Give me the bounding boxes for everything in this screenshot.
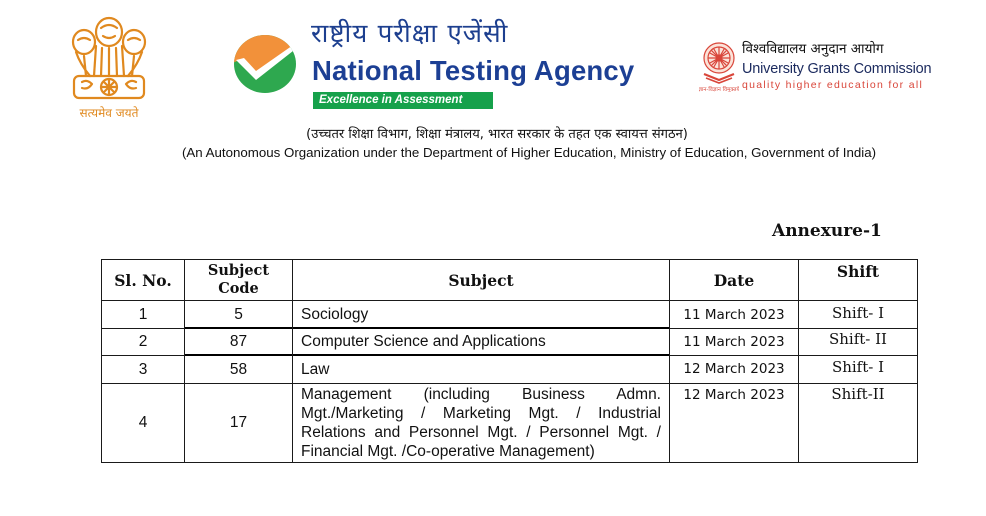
exam-schedule-table xyxy=(101,259,918,463)
ugc-wheel-logo-icon xyxy=(699,40,739,92)
org-description-hindi xyxy=(0,126,986,143)
ugc-name-english: University Grants Commission xyxy=(742,61,932,77)
cell-subject: Computer Science and Applications xyxy=(301,333,546,350)
header-sl-no: Sl. No. xyxy=(114,270,172,290)
cell-shift: Shift- II xyxy=(828,330,887,348)
header-subject-code-line1: Subject xyxy=(207,262,270,279)
table-border-bottom xyxy=(101,462,918,463)
cell-subject-code: 17 xyxy=(229,414,248,431)
cell-shift: Shift- I xyxy=(831,304,885,322)
header-date: Date xyxy=(713,270,755,290)
emblem-caption: सत्यमेव जयते xyxy=(79,106,139,120)
cell-date: 11 March 2023 xyxy=(683,306,785,323)
nta-check-logo-icon xyxy=(232,33,298,95)
cell-date: 12 March 2023 xyxy=(683,387,785,403)
cell-date: 11 March 2023 xyxy=(683,334,785,350)
ugc-tagline: quality higher education for all xyxy=(742,79,924,91)
header-subject-code-line2: Code xyxy=(218,280,259,297)
cell-subject-code: 5 xyxy=(234,305,243,323)
header-subject-code xyxy=(185,260,292,300)
cell-subject: Management (including Business Admn. Mgt./Marketing / Marketing Mgt. / Industrial Relations and Personnel Mgt. / Personnel Mgt. / Financial Mgt. /Co-operative Management) xyxy=(301,386,661,460)
org-description-hindi-text: (उच्चतर शिक्षा विभाग, शिक्षा मंत्रालय, भारत सरकार के तहत एक स्वायत्त संगठन) xyxy=(306,127,688,142)
org-description-english: (An Autonomous Organization under the Department of Higher Education, Ministry of Education, Government of India) xyxy=(181,145,877,160)
cell-subject: Law xyxy=(301,360,330,378)
nta-tagline: Excellence in Assessment xyxy=(313,92,493,109)
cell-shift: Shift- I xyxy=(831,358,885,376)
cell-shift: Shift-II xyxy=(831,385,885,403)
table-border-right xyxy=(917,259,918,463)
cell-sl-no: 4 xyxy=(138,414,148,431)
cell-sl-no: 2 xyxy=(138,333,148,350)
cell-date: 12 March 2023 xyxy=(683,360,785,377)
header-subject: Subject xyxy=(448,270,514,290)
cell-subject-code: 58 xyxy=(229,360,248,378)
nta-name-english: National Testing Agency xyxy=(312,55,635,86)
cell-sl-no: 3 xyxy=(138,360,148,378)
cell-sl-no: 1 xyxy=(138,305,148,323)
cell-subject-code: 87 xyxy=(229,333,248,350)
nta-name-hindi: राष्ट्रीय परीक्षा एजेंसी xyxy=(311,19,509,49)
cell-subject: Sociology xyxy=(301,305,369,323)
ugc-name-hindi: विश्वविद्यालय अनुदान आयोग xyxy=(742,41,884,57)
svg-text:ज्ञान-विज्ञान विमुक्तये: ज्ञान-विज्ञान विमुक्तये xyxy=(699,87,739,92)
header-shift: Shift xyxy=(836,262,880,281)
annexure-title: Annexure-1 xyxy=(772,221,882,241)
